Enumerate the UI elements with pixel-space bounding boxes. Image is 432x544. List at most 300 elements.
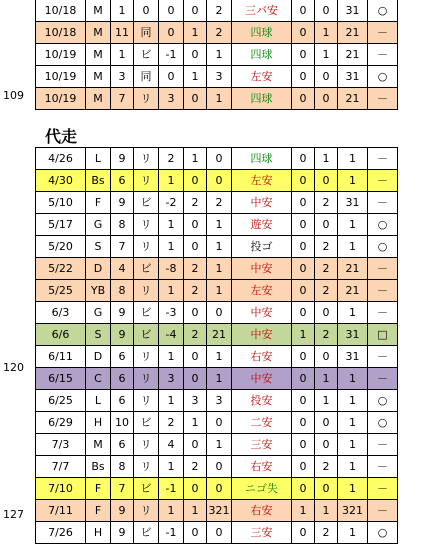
hand-cell: ビ xyxy=(134,258,159,280)
date-cell: 5/10 xyxy=(36,192,86,214)
count-d-cell: 0 xyxy=(292,192,315,214)
count-a-cell: 3 xyxy=(159,368,184,390)
count-b-cell: 1 xyxy=(184,22,207,44)
result-cell: 三安 xyxy=(232,434,292,456)
result-cell: 中安 xyxy=(232,368,292,390)
count-b-cell: 1 xyxy=(184,66,207,88)
count-f-cell: 31 xyxy=(338,324,368,346)
mark-cell: ○ xyxy=(368,390,398,412)
date-cell: 5/22 xyxy=(36,258,86,280)
count-e-cell: 2 xyxy=(315,258,338,280)
count-a-cell: 4 xyxy=(159,434,184,456)
team-cell: H xyxy=(86,412,111,434)
count-e-cell: 2 xyxy=(315,192,338,214)
date-cell: 4/30 xyxy=(36,170,86,192)
date-cell: 10/18 xyxy=(36,0,86,22)
mark-cell: ○ xyxy=(368,0,398,22)
hand-cell: リ xyxy=(134,346,159,368)
row-number-middle: 120 xyxy=(3,361,24,374)
table-row xyxy=(36,22,398,44)
result-cell: 四球 xyxy=(232,148,292,170)
count-e-cell: 2 xyxy=(315,522,338,544)
result-cell: 右安 xyxy=(232,346,292,368)
count-d-cell: 0 xyxy=(292,302,315,324)
date-cell: 7/10 xyxy=(36,478,86,500)
mark-cell: － xyxy=(368,346,398,368)
count-f-cell: 1 xyxy=(338,368,368,390)
mark-cell: － xyxy=(368,148,398,170)
hand-cell: リ xyxy=(134,280,159,302)
date-cell: 6/6 xyxy=(36,324,86,346)
order-cell: 8 xyxy=(111,456,134,478)
count-d-cell: 0 xyxy=(292,522,315,544)
count-d-cell: 0 xyxy=(292,44,315,66)
count-f-cell: 1 xyxy=(338,148,368,170)
team-cell: C xyxy=(86,368,111,390)
count-a-cell: 1 xyxy=(159,456,184,478)
date-cell: 5/20 xyxy=(36,236,86,258)
hand-cell: リ xyxy=(134,500,159,522)
hand-cell: リ xyxy=(134,148,159,170)
result-cell: 二安 xyxy=(232,412,292,434)
mark-cell: － xyxy=(368,192,398,214)
team-cell: S xyxy=(86,324,111,346)
mark-cell: － xyxy=(368,456,398,478)
order-cell: 11 xyxy=(111,22,134,44)
result-cell: 中安 xyxy=(232,324,292,346)
table-row xyxy=(36,302,398,324)
count-a-cell: 1 xyxy=(159,500,184,522)
table-row xyxy=(36,66,398,88)
table-row xyxy=(36,0,398,22)
team-cell: G xyxy=(86,302,111,324)
count-c-cell: 2 xyxy=(207,192,232,214)
count-d-cell: 0 xyxy=(292,258,315,280)
count-b-cell: 1 xyxy=(184,412,207,434)
result-cell: 右安 xyxy=(232,500,292,522)
hand-cell: ビ xyxy=(134,522,159,544)
mark-cell: ○ xyxy=(368,522,398,544)
result-cell: 四球 xyxy=(232,88,292,110)
count-c-cell: 1 xyxy=(207,258,232,280)
mark-cell: － xyxy=(368,170,398,192)
count-a-cell: -1 xyxy=(159,44,184,66)
count-b-cell: 0 xyxy=(184,44,207,66)
table-row xyxy=(36,258,398,280)
order-cell: 8 xyxy=(111,214,134,236)
count-c-cell: 1 xyxy=(207,44,232,66)
result-cell: 中安 xyxy=(232,192,292,214)
count-e-cell: 1 xyxy=(315,368,338,390)
order-cell: 4 xyxy=(111,258,134,280)
table-row xyxy=(36,390,398,412)
count-c-cell: 3 xyxy=(207,66,232,88)
team-cell: M xyxy=(86,0,111,22)
table-row xyxy=(36,44,398,66)
team-cell: M xyxy=(86,66,111,88)
count-c-cell: 321 xyxy=(207,500,232,522)
count-a-cell: -1 xyxy=(159,522,184,544)
count-d-cell: 0 xyxy=(292,456,315,478)
date-cell: 10/19 xyxy=(36,66,86,88)
hand-cell: リ xyxy=(134,434,159,456)
count-a-cell: -4 xyxy=(159,324,184,346)
count-a-cell: 3 xyxy=(159,88,184,110)
result-cell: ニゴ失 xyxy=(232,478,292,500)
count-e-cell: 0 xyxy=(315,170,338,192)
count-a-cell: 0 xyxy=(159,22,184,44)
result-cell: 投ゴ xyxy=(232,236,292,258)
count-d-cell: 0 xyxy=(292,148,315,170)
count-b-cell: 0 xyxy=(184,170,207,192)
date-cell: 7/7 xyxy=(36,456,86,478)
count-e-cell: 0 xyxy=(315,0,338,22)
date-cell: 7/3 xyxy=(36,434,86,456)
table-row xyxy=(36,170,398,192)
team-cell: G xyxy=(86,214,111,236)
mark-cell: － xyxy=(368,478,398,500)
table-row xyxy=(36,478,398,500)
count-b-cell: 2 xyxy=(184,456,207,478)
mark-cell: ○ xyxy=(368,214,398,236)
team-cell: Bs xyxy=(86,456,111,478)
count-b-cell: 1 xyxy=(184,500,207,522)
count-f-cell: 1 xyxy=(338,434,368,456)
count-a-cell: 0 xyxy=(159,66,184,88)
date-cell: 7/11 xyxy=(36,500,86,522)
date-cell: 6/3 xyxy=(36,302,86,324)
hand-cell: リ xyxy=(134,88,159,110)
count-e-cell: 2 xyxy=(315,324,338,346)
order-cell: 8 xyxy=(111,280,134,302)
count-a-cell: 1 xyxy=(159,280,184,302)
count-e-cell: 1 xyxy=(315,22,338,44)
order-cell: 6 xyxy=(111,390,134,412)
mark-cell: － xyxy=(368,368,398,390)
table-row xyxy=(36,434,398,456)
team-cell: L xyxy=(86,148,111,170)
count-f-cell: 21 xyxy=(338,280,368,302)
date-cell: 6/25 xyxy=(36,390,86,412)
team-cell: F xyxy=(86,192,111,214)
team-cell: L xyxy=(86,390,111,412)
count-f-cell: 1 xyxy=(338,302,368,324)
result-cell: 三バ安 xyxy=(232,0,292,22)
order-cell: 3 xyxy=(111,66,134,88)
order-cell: 6 xyxy=(111,368,134,390)
count-b-cell: 0 xyxy=(184,88,207,110)
count-c-cell: 0 xyxy=(207,170,232,192)
team-cell: YB xyxy=(86,280,111,302)
count-d-cell: 0 xyxy=(292,280,315,302)
count-f-cell: 1 xyxy=(338,390,368,412)
count-f-cell: 21 xyxy=(338,258,368,280)
order-cell: 9 xyxy=(111,148,134,170)
table-row xyxy=(36,236,398,258)
team-cell: M xyxy=(86,22,111,44)
count-e-cell: 0 xyxy=(315,346,338,368)
count-f-cell: 1 xyxy=(338,412,368,434)
top-table xyxy=(35,0,398,110)
count-c-cell: 1 xyxy=(207,346,232,368)
count-f-cell: 21 xyxy=(338,88,368,110)
count-b-cell: 2 xyxy=(184,280,207,302)
mark-cell: ○ xyxy=(368,412,398,434)
mark-cell: － xyxy=(368,302,398,324)
date-cell: 6/11 xyxy=(36,346,86,368)
count-b-cell: 3 xyxy=(184,390,207,412)
order-cell: 1 xyxy=(111,0,134,22)
count-d-cell: 0 xyxy=(292,236,315,258)
count-f-cell: 1 xyxy=(338,236,368,258)
count-b-cell: 0 xyxy=(184,236,207,258)
count-a-cell: -3 xyxy=(159,302,184,324)
hand-cell: ビ xyxy=(134,412,159,434)
result-cell: 中安 xyxy=(232,258,292,280)
count-b-cell: 0 xyxy=(184,478,207,500)
count-e-cell: 1 xyxy=(315,148,338,170)
team-cell: F xyxy=(86,500,111,522)
hand-cell: 同 xyxy=(134,22,159,44)
count-a-cell: 1 xyxy=(159,170,184,192)
count-b-cell: 0 xyxy=(184,434,207,456)
table-row xyxy=(36,192,398,214)
count-b-cell: 1 xyxy=(184,148,207,170)
count-f-cell: 1 xyxy=(338,214,368,236)
count-b-cell: 2 xyxy=(184,192,207,214)
count-e-cell: 2 xyxy=(315,236,338,258)
count-d-cell: 0 xyxy=(292,346,315,368)
team-cell: H xyxy=(86,522,111,544)
row-number-bottom: 127 xyxy=(3,508,24,521)
order-cell: 9 xyxy=(111,302,134,324)
count-f-cell: 21 xyxy=(338,22,368,44)
order-cell: 6 xyxy=(111,346,134,368)
count-b-cell: 0 xyxy=(184,346,207,368)
count-c-cell: 1 xyxy=(207,368,232,390)
count-e-cell: 2 xyxy=(315,280,338,302)
count-b-cell: 2 xyxy=(184,324,207,346)
hand-cell: リ xyxy=(134,214,159,236)
count-f-cell: 31 xyxy=(338,66,368,88)
order-cell: 9 xyxy=(111,192,134,214)
order-cell: 6 xyxy=(111,170,134,192)
count-d-cell: 0 xyxy=(292,0,315,22)
hand-cell: 同 xyxy=(134,66,159,88)
count-b-cell: 0 xyxy=(184,368,207,390)
order-cell: 9 xyxy=(111,324,134,346)
count-a-cell: -2 xyxy=(159,192,184,214)
mark-cell: □ xyxy=(368,324,398,346)
count-d-cell: 1 xyxy=(292,324,315,346)
date-cell: 10/18 xyxy=(36,22,86,44)
table-row xyxy=(36,500,398,522)
hand-cell: ビ xyxy=(134,44,159,66)
count-f-cell: 1 xyxy=(338,456,368,478)
count-f-cell: 321 xyxy=(338,500,368,522)
count-f-cell: 1 xyxy=(338,170,368,192)
count-d-cell: 0 xyxy=(292,368,315,390)
count-c-cell: 0 xyxy=(207,478,232,500)
count-c-cell: 2 xyxy=(207,0,232,22)
count-d-cell: 0 xyxy=(292,390,315,412)
result-cell: 三安 xyxy=(232,522,292,544)
count-f-cell: 31 xyxy=(338,0,368,22)
date-cell: 10/19 xyxy=(36,88,86,110)
result-cell: 中安 xyxy=(232,302,292,324)
order-cell: 9 xyxy=(111,500,134,522)
date-cell: 10/19 xyxy=(36,44,86,66)
count-c-cell: 1 xyxy=(207,280,232,302)
section-title: 代走 xyxy=(45,127,78,146)
date-cell: 6/15 xyxy=(36,368,86,390)
count-f-cell: 21 xyxy=(338,44,368,66)
count-e-cell: 1 xyxy=(315,44,338,66)
mark-cell: － xyxy=(368,22,398,44)
table-row xyxy=(36,456,398,478)
count-c-cell: 0 xyxy=(207,522,232,544)
count-a-cell: 1 xyxy=(159,214,184,236)
count-a-cell: 1 xyxy=(159,236,184,258)
mark-cell: － xyxy=(368,258,398,280)
table-row xyxy=(36,346,398,368)
date-cell: 5/25 xyxy=(36,280,86,302)
table-row xyxy=(36,148,398,170)
team-cell: M xyxy=(86,44,111,66)
team-cell: D xyxy=(86,258,111,280)
count-a-cell: 2 xyxy=(159,412,184,434)
count-d-cell: 0 xyxy=(292,478,315,500)
mark-cell: ○ xyxy=(368,236,398,258)
mark-cell: － xyxy=(368,88,398,110)
order-cell: 1 xyxy=(111,44,134,66)
table-row xyxy=(36,412,398,434)
count-d-cell: 0 xyxy=(292,88,315,110)
hand-cell: リ xyxy=(134,236,159,258)
count-a-cell: 1 xyxy=(159,390,184,412)
count-d-cell: 1 xyxy=(292,500,315,522)
count-e-cell: 1 xyxy=(315,500,338,522)
count-b-cell: 0 xyxy=(184,0,207,22)
count-e-cell: 0 xyxy=(315,214,338,236)
mark-cell: － xyxy=(368,280,398,302)
result-cell: 右安 xyxy=(232,456,292,478)
team-cell: F xyxy=(86,478,111,500)
count-b-cell: 2 xyxy=(184,258,207,280)
count-c-cell: 1 xyxy=(207,434,232,456)
count-d-cell: 0 xyxy=(292,22,315,44)
count-c-cell: 1 xyxy=(207,236,232,258)
count-b-cell: 0 xyxy=(184,522,207,544)
count-f-cell: 31 xyxy=(338,346,368,368)
table-row xyxy=(36,214,398,236)
result-cell: 左安 xyxy=(232,280,292,302)
order-cell: 7 xyxy=(111,88,134,110)
mark-cell: － xyxy=(368,434,398,456)
mark-cell: － xyxy=(368,500,398,522)
hand-cell: 0 xyxy=(134,0,159,22)
hand-cell: リ xyxy=(134,170,159,192)
count-e-cell: 0 xyxy=(315,412,338,434)
count-c-cell: 2 xyxy=(207,22,232,44)
team-cell: M xyxy=(86,88,111,110)
count-d-cell: 0 xyxy=(292,170,315,192)
table-row xyxy=(36,324,398,346)
table-row xyxy=(36,368,398,390)
team-cell: M xyxy=(86,434,111,456)
count-e-cell: 2 xyxy=(315,456,338,478)
result-cell: 四球 xyxy=(232,22,292,44)
count-b-cell: 0 xyxy=(184,302,207,324)
table-row xyxy=(36,280,398,302)
count-d-cell: 0 xyxy=(292,434,315,456)
team-cell: D xyxy=(86,346,111,368)
count-a-cell: 2 xyxy=(159,148,184,170)
count-d-cell: 0 xyxy=(292,214,315,236)
date-cell: 7/26 xyxy=(36,522,86,544)
hand-cell: ビ xyxy=(134,478,159,500)
count-e-cell: 0 xyxy=(315,88,338,110)
count-c-cell: 1 xyxy=(207,214,232,236)
order-cell: 10 xyxy=(111,412,134,434)
count-b-cell: 0 xyxy=(184,214,207,236)
count-d-cell: 0 xyxy=(292,412,315,434)
count-a-cell: 1 xyxy=(159,346,184,368)
order-cell: 9 xyxy=(111,522,134,544)
table-row xyxy=(36,88,398,110)
result-cell: 左安 xyxy=(232,66,292,88)
count-a-cell: -1 xyxy=(159,478,184,500)
hand-cell: リ xyxy=(134,456,159,478)
order-cell: 6 xyxy=(111,434,134,456)
order-cell: 7 xyxy=(111,236,134,258)
hand-cell: ビ xyxy=(134,302,159,324)
count-e-cell: 0 xyxy=(315,66,338,88)
result-cell: 遊安 xyxy=(232,214,292,236)
count-e-cell: 1 xyxy=(315,390,338,412)
hand-cell: リ xyxy=(134,390,159,412)
count-a-cell: -8 xyxy=(159,258,184,280)
count-f-cell: 1 xyxy=(338,522,368,544)
team-cell: S xyxy=(86,236,111,258)
count-f-cell: 1 xyxy=(338,478,368,500)
mark-cell: － xyxy=(368,44,398,66)
count-a-cell: 0 xyxy=(159,0,184,22)
team-cell: Bs xyxy=(86,170,111,192)
count-e-cell: 0 xyxy=(315,302,338,324)
count-c-cell: 0 xyxy=(207,302,232,324)
bottom-table xyxy=(35,147,398,544)
count-c-cell: 1 xyxy=(207,88,232,110)
count-c-cell: 3 xyxy=(207,390,232,412)
result-cell: 四球 xyxy=(232,44,292,66)
row-number-top: 109 xyxy=(3,89,24,102)
count-f-cell: 31 xyxy=(338,192,368,214)
hand-cell: リ xyxy=(134,368,159,390)
result-cell: 投安 xyxy=(232,390,292,412)
count-c-cell: 0 xyxy=(207,148,232,170)
count-c-cell: 0 xyxy=(207,412,232,434)
order-cell: 7 xyxy=(111,478,134,500)
date-cell: 5/17 xyxy=(36,214,86,236)
mark-cell: ○ xyxy=(368,66,398,88)
count-c-cell: 21 xyxy=(207,324,232,346)
count-e-cell: 0 xyxy=(315,478,338,500)
hand-cell: ビ xyxy=(134,192,159,214)
count-c-cell: 0 xyxy=(207,456,232,478)
result-cell: 左安 xyxy=(232,170,292,192)
hand-cell: ビ xyxy=(134,324,159,346)
